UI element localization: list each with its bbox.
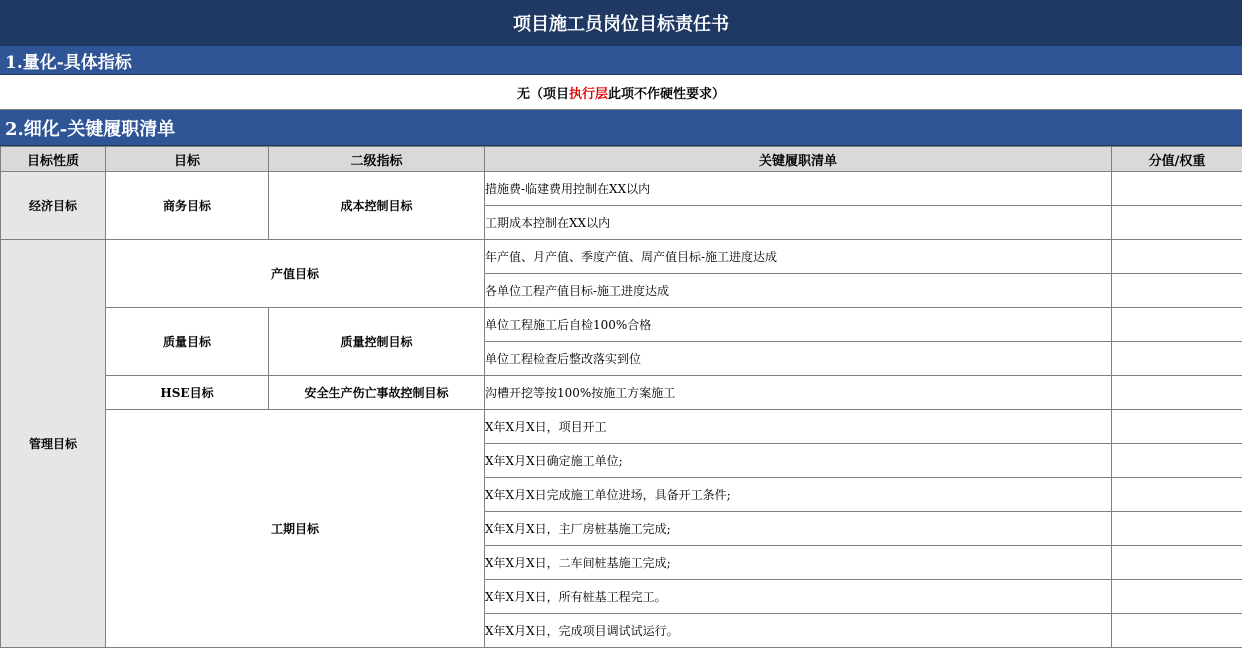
goal-cell-schedule: 工期目标 — [106, 410, 485, 648]
column-header-duty-list: 关键履职清单 — [485, 147, 1112, 172]
weight-cell — [1112, 410, 1242, 444]
weight-cell — [1112, 274, 1242, 308]
category-cell-management: 管理目标 — [1, 240, 106, 648]
column-header-weight: 分值/权重 — [1112, 147, 1242, 172]
table-row — [1, 410, 1242, 444]
duty-cell: 单位工程施工后自检100%合格 — [485, 308, 1112, 342]
duty-cell: 措施费-临建费用控制在XX以内 — [485, 172, 1112, 206]
column-header-nature: 目标性质 — [1, 147, 106, 172]
goal-cell-output: 产值目标 — [106, 240, 485, 308]
category-cell-economic: 经济目标 — [1, 172, 106, 240]
weight-cell — [1112, 172, 1242, 206]
column-header-sub-indicator: 二级指标 — [269, 147, 485, 172]
section-1-note — [0, 75, 1242, 110]
weight-cell — [1112, 614, 1242, 648]
weight-cell — [1112, 580, 1242, 614]
weight-cell — [1112, 546, 1242, 580]
weight-cell — [1112, 308, 1242, 342]
sub-cell-safety: 安全生产伤亡事故控制目标 — [269, 376, 485, 410]
responsibility-table — [0, 146, 1242, 648]
duty-cell: 单位工程检查后整改落实到位 — [485, 342, 1112, 376]
goal-cell-business: 商务目标 — [106, 172, 269, 240]
duty-cell: X年X月X日，主厂房桩基施工完成; — [485, 512, 1112, 546]
document-title: 项目施工员岗位目标责任书 — [0, 0, 1242, 47]
sub-cell-quality-control: 质量控制目标 — [269, 308, 485, 376]
weight-cell — [1112, 478, 1242, 512]
table-row — [1, 172, 1242, 206]
weight-cell — [1112, 342, 1242, 376]
weight-cell — [1112, 376, 1242, 410]
duty-cell: X年X月X日，项目开工 — [485, 410, 1112, 444]
duty-cell: X年X月X日，所有桩基工程完工。 — [485, 580, 1112, 614]
duty-cell: 工期成本控制在XX以内 — [485, 206, 1112, 240]
note-prefix: 无（项目 — [517, 83, 569, 102]
column-header-goal: 目标 — [106, 147, 269, 172]
weight-cell — [1112, 240, 1242, 274]
note-suffix: 此项不作硬性要求） — [608, 83, 725, 102]
weight-cell — [1112, 206, 1242, 240]
weight-cell — [1112, 444, 1242, 478]
goal-cell-quality: 质量目标 — [106, 308, 269, 376]
duty-cell: 各单位工程产值目标-施工进度达成 — [485, 274, 1112, 308]
table-row — [1, 240, 1242, 274]
duty-cell: X年X月X日确定施工单位; — [485, 444, 1112, 478]
duty-cell: X年X月X日完成施工单位进场，具备开工条件; — [485, 478, 1112, 512]
sub-cell-cost-control: 成本控制目标 — [269, 172, 485, 240]
table-row — [1, 376, 1242, 410]
section-2-heading: 2.细化-关键履职清单 — [0, 110, 1242, 146]
duty-cell: 年产值、月产值、季度产值、周产值目标-施工进度达成 — [485, 240, 1112, 274]
note-highlight: 执行层 — [569, 83, 608, 102]
weight-cell — [1112, 512, 1242, 546]
goal-cell-hse: HSE目标 — [106, 376, 269, 410]
table-row — [1, 308, 1242, 342]
duty-cell: X年X月X日，二车间桩基施工完成; — [485, 546, 1112, 580]
duty-cell: 沟槽开挖等按100%按施工方案施工 — [485, 376, 1112, 410]
section-1-heading: 1.量化-具体指标 — [0, 46, 1242, 75]
duty-cell: X年X月X日，完成项目调试试运行。 — [485, 614, 1112, 648]
